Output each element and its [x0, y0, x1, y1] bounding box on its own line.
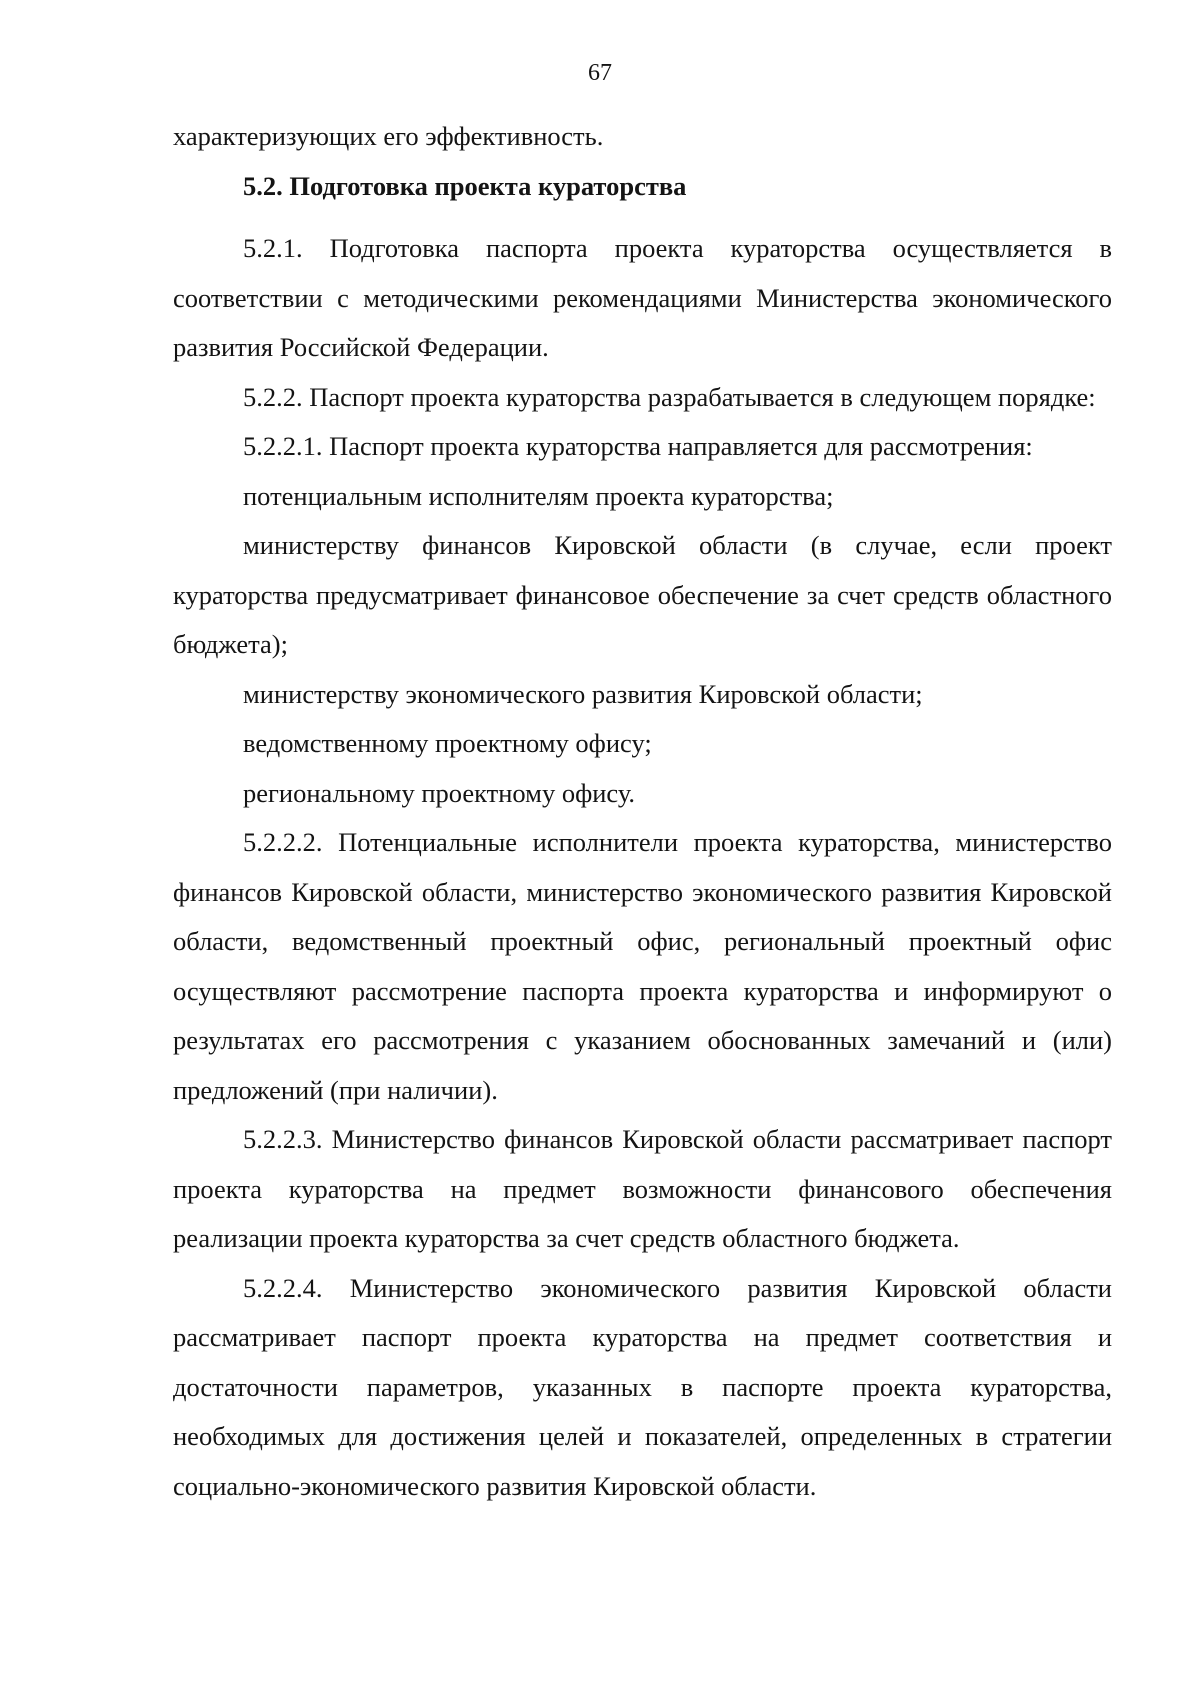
paragraph-5-2-2-4: 5.2.2.4. Министерство экономического развития Кировской области рассматривает паспорт проекта кураторства на предмет соответствия и достаточности параметров, указанных в паспорте проекта кураторства, необходимых для достижения целей и показателей, определенных в стратегии социально-экономического развития Кировской области. — [173, 1272, 1112, 1501]
list-item-ministry-economy: министерству экономического развития Кировской области; — [243, 678, 923, 709]
list-item-potential-executors: потенциальным исполнителям проекта кураторства; — [243, 480, 834, 511]
list-item-regional-office: региональному проектному офису. — [243, 777, 636, 808]
list-item-departmental-office: ведомственному проектному офису; — [243, 728, 652, 758]
continuation-text: характеризующих его эффективность. — [173, 121, 604, 151]
paragraph-5-2-2-1: 5.2.2.1. Паспорт проекта кураторства направляется для рассмотрения: — [243, 431, 1033, 461]
section-heading: 5.2. Подготовка проекта кураторства — [243, 170, 687, 201]
list-item-ministry-finance: министерству финансов Кировской области (в случае, если проект кураторства предусматривает финансовое обеспечение за счет средств областного бюджета); — [173, 530, 1112, 659]
paragraph-5-2-1: 5.2.1. Подготовка паспорта проекта кураторства осуществляется в соответствии с методическими рекомендациями Министерства экономического развития Российской Федерации. — [173, 233, 1112, 362]
page-number: 67 — [588, 60, 612, 86]
document-body — [173, 112, 1112, 1511]
paragraph-5-2-2: 5.2.2. Паспорт проекта кураторства разрабатывается в следующем порядке: — [243, 381, 1096, 412]
paragraph-5-2-2-2: 5.2.2.2. Потенциальные исполнители проекта кураторства, министерство финансов Кировской области, министерство экономического развития Кировской области, ведомственный проектный офис, региональный проектный офис осуществляют рассмотрение паспорта проекта кураторства и информируют о результатах его рассмотрения с указанием обоснованных замечаний и (или) предложений (при наличии). — [173, 827, 1112, 1105]
paragraph-5-2-2-3: 5.2.2.3. Министерство финансов Кировской области рассматривает паспорт проекта кураторства на предмет возможности финансового обеспечения реализации проекта кураторства за счет средств областного бюджета. — [173, 1124, 1112, 1253]
